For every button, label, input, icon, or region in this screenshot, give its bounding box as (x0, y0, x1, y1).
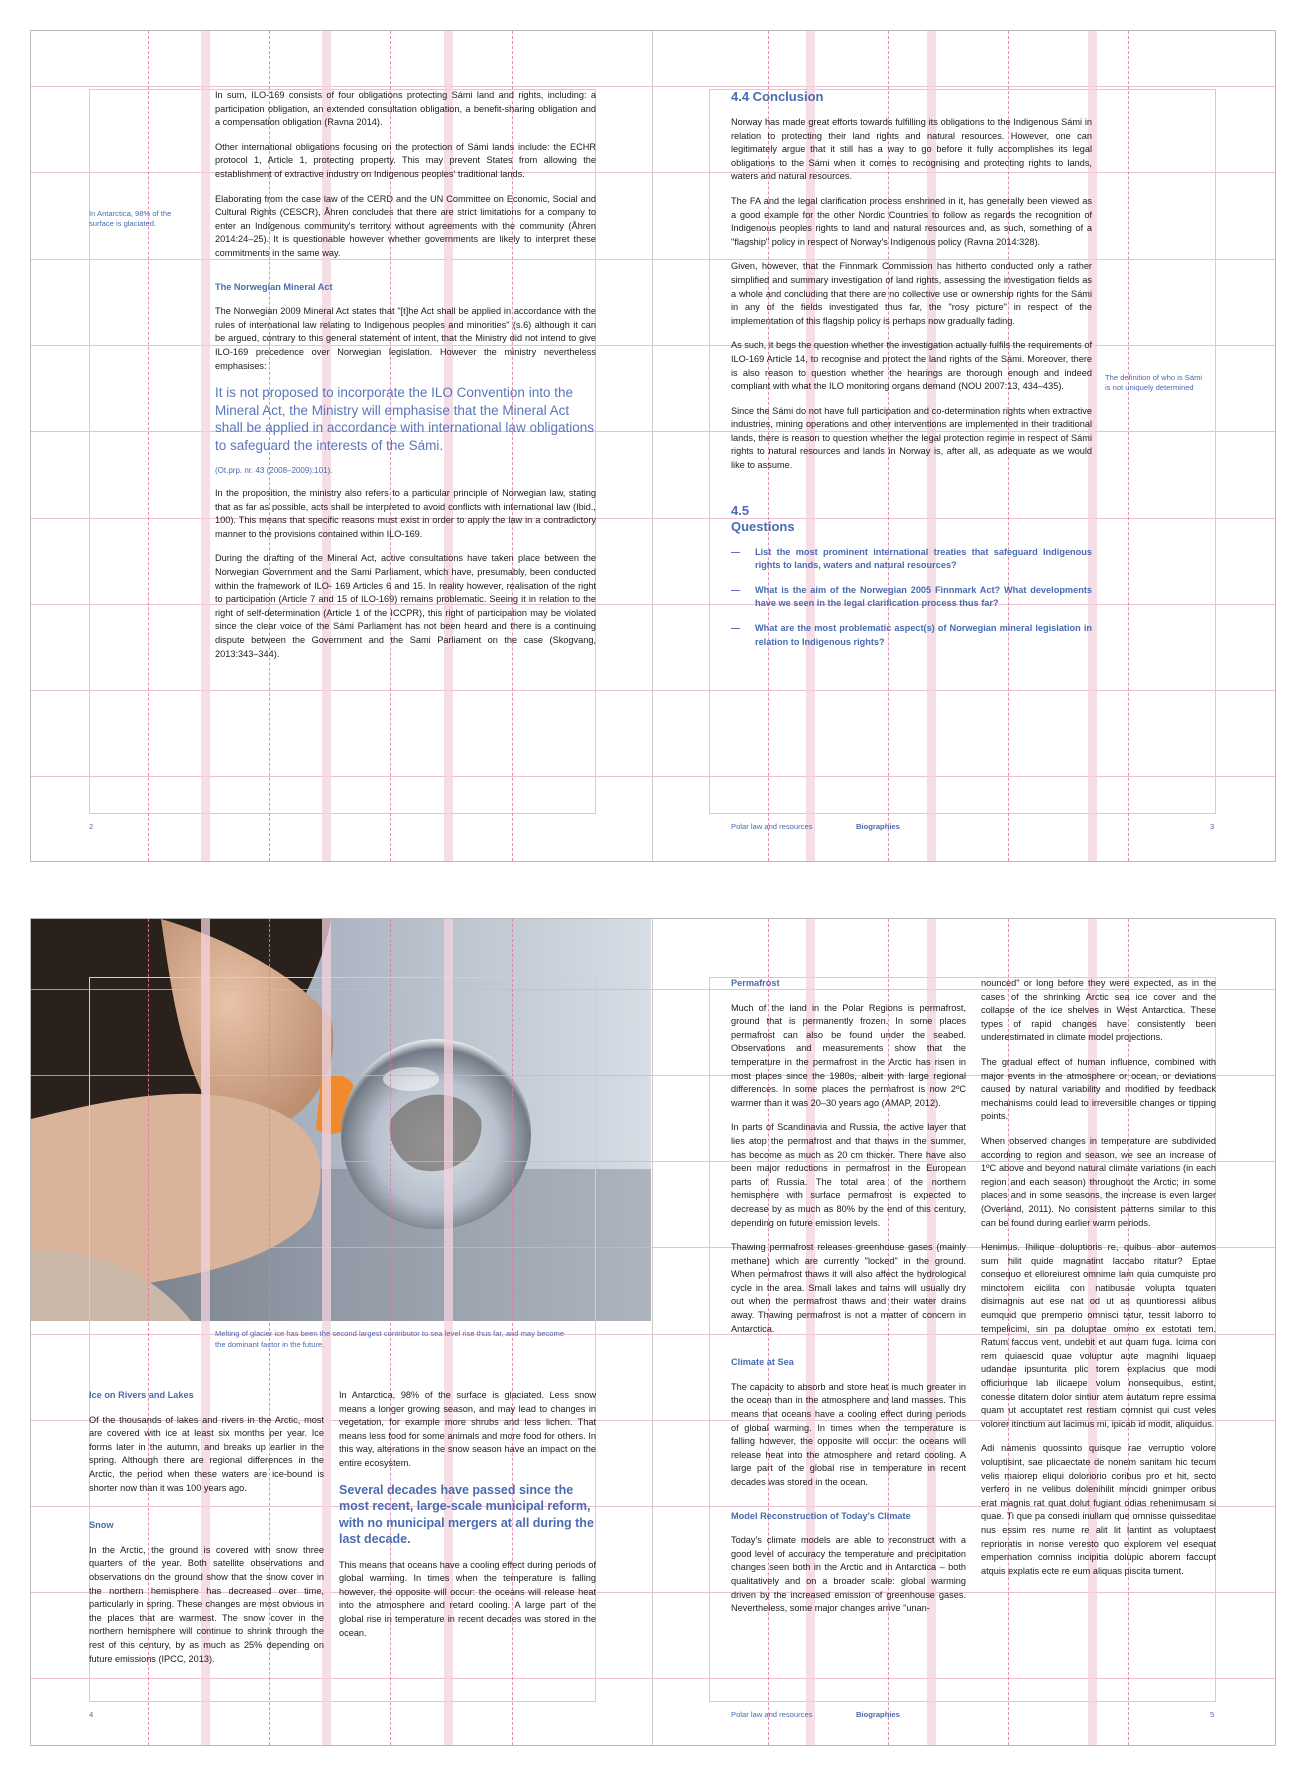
subheading: The Norwegian Mineral Act (215, 281, 333, 292)
question-text: List the most prominent international treaties that safeguard Indigenous rights to lands, waters and natural resources? (755, 546, 1092, 571)
section-heading: 4.4 Conclusion (731, 89, 824, 104)
question-item (731, 584, 1092, 611)
dash-icon: — (731, 623, 741, 634)
page-3-body (731, 89, 1092, 660)
paragraph: As such, it begs the question whether the investigation actually fulfils the requirements of ILO-169 Article 14, to recognise and protect the land rights of the Sámi. Moreover, there is also reason to question whether the hearings are thorough enough and indeed compliant with what the ILO monitoring organs demand (NOU 2007:13, 434–435). (731, 340, 1092, 392)
footer-section-label: Biographies (856, 822, 900, 831)
page-number: 2 (89, 822, 94, 831)
spread-pages-4-5 (30, 918, 1276, 1746)
paragraph: Norway has made great efforts towards fulfilling its obligations to the Indigenous Sámi in relation to protecting their land rights and natural resources. However, one can legitimately argue that it still has a way to go before it fully accomplishes its legal obligations to the Sámi when it comes to recognising and protecting rights to lands, waters and natural resources. (731, 117, 1092, 182)
block-quote: It is not proposed to incorporate the ILO Convention into the Mineral Act, the Ministry will emphasise that the Mineral Act shall be applied in accordance with international law obligations to safeguard the interests of the Sámi. (215, 385, 594, 453)
paragraph: Thawing permafrost releases greenhouse gases (mainly methane) which are currently "locked" in the ground. When permafrost thaws it will also affect the hydrological cycle in the area. Small lakes and tarns will usually dry out when the permafrost thaws and their water drains away. Thawing permafrost is not a matter of concern in Antarctica. (731, 1242, 966, 1334)
paragraph: Of the thousands of lakes and rivers in the Arctic, most are covered with ice at least six months per year. Ice forms later in the autumn, and breaks up earlier in the spring. Although there are regional differences in the Arctic, the period when these waters are ice-bound is shorter now than it was 100 years ago. (89, 1414, 324, 1493)
paragraph: The gradual effect of human influence, combined with major events in the atmosphere or ocean, or deviations caused by natural variability and modified by feedback mechanisms could lead to irreversible changes or tipping points. (981, 1056, 1216, 1122)
paragraph: In the Arctic, the ground is covered with snow three quarters of the year. Both satellite observations and observations on the ground show that the snow cover in the northern hemisphere has decreased over time, particularly in spring. These changes are most obvious in the places that are warmest. The snow cover in the northern hemisphere will continue to shrink through the rest of this century, by as much as 25% depending on future emissions (IPCC, 2013). (89, 1544, 324, 1664)
grid-guide (1128, 31, 1129, 861)
page-4-column-1 (89, 1389, 324, 1677)
page-number: 3 (1210, 822, 1215, 831)
paragraph: Today's climate models are able to reconstruct with a good level of accuracy the temperature and precipitation changes seen both in the Arctic and in Antarctica – both qualitatively and on a broader scale: global warming driven by the increased emission of greenhouse gases. Nevertheless, some major changes arrive "unan- (731, 1535, 966, 1614)
page-5-column-2 (981, 977, 1216, 1589)
sidenote: In Antarctica, 98% of the surface is glaciated. (89, 209, 172, 228)
running-footer-title: Polar law and resources (731, 1710, 813, 1719)
paragraph: The Norwegian 2009 Mineral Act states that "[t]he Act shall be applied in accordance with the rules of international law relating to Indigenous peoples and minorities" (s.6) although it can be argued, contrary to this general statement of intent, that the Ministry did not intend to give ILO-169 precedence over Norwegian legislation. However the ministry nevertheless emphasises: (215, 306, 596, 371)
question-text: What is the aim of the Norwegian 2005 Finnmark Act? What developments have we seen in the legal clarification process thus far? (755, 584, 1092, 609)
subheading: Ice on Rivers and Lakes (89, 1390, 194, 1400)
paragraph: In Antarctica, 98% of the surface is glaciated. Less snow means a longer growing season, and may lead to changes in vegetation, for example more shrubs and less lichen. That means less food for some animals and more food for others. In this way, alterations in the snow season have an impact on the entire ecosystem. (339, 1390, 596, 1468)
spine-fold (652, 31, 653, 861)
pull-quote: Several decades have passed since the most recent, large-scale municipal reform, with no municipal mergers at all during the last decade. (339, 1482, 594, 1547)
paragraph: Much of the land in the Polar Regions is permafrost, ground that is permanently frozen. In some places permafrost can also be found under the seabed. Observations and measurements show that the temperature in the permafrost in the Arctic has risen in most places since the 1980s, albeit with large regional differences. In some places the permafrost is now 2ºC warmer than it was 20–30 years ago (AMAP, 2012). (731, 1002, 966, 1108)
paragraph: Given, however, that the Finnmark Commission has hitherto conducted only a rather simplified and summary investigation of land rights, assessing the investigation fields as a whole and concluding that there are no collective use or ownership rights for the Sámi in any of the fields investigated thus far, the "rosy picture" in respect of the implementation of this flagship policy is perhaps now gradually fading. (731, 261, 1092, 326)
paragraph: Henimus. Ihilique doluptioris re, quibus abor autemos sum hilit quide magnatint laccabo ritatur? Eptae consequo et elloreiurest omnime lam quia cumquiste pro minctorem eicilita con natibusae volupta tquaten disimagnis aut ese nat od ut as quuntioressi alibus eumquid que premperio omnisci tatur, tessit laborro to tempelicimi, sin pa doluptae ommo ex estotati tem. Ratum faccus vent, undebit et aut quam fuga. Icima con rem quiaescid quae voluptur aute magnihi liquaep udandae ipsunturita plic torem explacius que modi officiumque lab ilicaepe volum nonsequibus, estint, conesse ditatem dolor sintiur atem autatum repre essima quam ut accuptatet rest restiam comnist qui cust veles volorer itinctium aut lacimus mi, ipicab id modit, aliquidus. (981, 1242, 1216, 1429)
running-footer-section (856, 822, 900, 832)
page-4-column-2 (339, 1389, 596, 1651)
question-item (731, 546, 1092, 573)
dash-icon: — (731, 584, 741, 595)
spread-pages-2-3 (30, 30, 1276, 862)
paragraph: In sum, ILO-169 consists of four obligations protecting Sámi land and rights, including: a participation obligation, an extended consultation obligation, a benefit-sharing obligation and a compensation obligation (Ravna 2014). (215, 90, 596, 128)
paragraph: nounced" or long before they were expected, as in the cases of the shrinking Arctic sea ice cover and the collapse of the ice shelves in West Antarctica. These types of rapid changes have consistently been underestimated in climate model projections. (981, 978, 1216, 1043)
sidenote: The definition of who is Sámi is not uniquely determined (1105, 373, 1203, 392)
page-number: 4 (89, 1710, 94, 1719)
paragraph: The FA and the legal clarification process enshrined in it, has generally been viewed as a good example for the other Nordic Countries to follow as regards the recognition of Indigenous peoples rights to land and natural resources and, as such, something of a "flagship" policy in respect of Norway's Indigenous policy (Ravna 2014:328). (731, 195, 1092, 247)
footer-section-label: Biographies (856, 1710, 900, 1719)
page-2-body (215, 89, 596, 672)
subheading: Permafrost (731, 978, 780, 988)
subheading: Snow (89, 1520, 114, 1531)
running-footer-section (856, 1710, 900, 1720)
quote-citation: (Ot.prp. nr. 43 (2008–2009):101). (215, 466, 333, 476)
paragraph: In the proposition, the ministry also refers to a particular principle of Norwegian law, stating that as far as possible, acts shall be interpreted to avoid conflicts with international law (Ibid., 100). This means that specific reasons must exist in order to apply the law in a contradictory manner to the provisions contained within ILO-169. (215, 488, 596, 539)
questions-title: Questions (731, 518, 795, 534)
paragraph: This means that oceans have a cooling effect during periods of global warming. In times when the temperature is falling however, the opposite will occur: the oceans will release heat into the atmosphere and retard cooling. A large part of the global rise in temperature in recent decades was stored in the ocean. (339, 1559, 596, 1638)
page-5-column-1 (731, 977, 966, 1627)
dash-icon: — (731, 546, 741, 557)
paragraph: During the drafting of the Mineral Act, active consultations have taken place between the Norwegian Government and the Sami Parliament, which have, presumably, been conducted within the framework of ILO- 169 Articles 6 and 15. In reality however, realisation of the right to participation (Article 7 and 15 of ILO-169) remains problematic. Seeing it in relation to the right of self-determination (Article 1 of the ICCPR), this right of participation may be violated since the clear voice of the Sámi Parliament has not been heard and there is a continuing dispute between the Government and the Sami Parliament on the case (Skogvang, 2013:343–344). (215, 553, 596, 659)
paragraph: Elaborating from the case law of the CERD and the UN Committee on Economic, Social and Cultural Rights (CESCR), Åhren concludes that there are strict limitations for a company to enter an Indigenous community's territory without agreements with the community (Åhren 2014:24–25). It is questionable however whether governments are likely to interpret these commitments in the same way. (215, 193, 596, 258)
questions-list (731, 546, 1092, 650)
question-text: What are the most problematic aspect(s) of Norwegian mineral legislation in relation to Indigenous rights? (755, 623, 1092, 647)
questions-number: 4.5 (731, 502, 750, 518)
page-number: 5 (1210, 1710, 1215, 1719)
photo-caption: Melting of glacier ice has been the second largest contributor to sea level rise thus far, and may become the dominant factor in the future. (215, 1329, 565, 1349)
paragraph: Since the Sámi do not have full participation and co-determination rights when extractive industries, mining operations and other interventions are implemented in their traditional lands, there is reason to question whether the legal protection regime in respect of Sámi rights to natural resources and lands in Norway is, after all, as adequate as we would like to assume. (731, 405, 1092, 471)
question-item (731, 622, 1092, 649)
grid-guide (148, 31, 149, 861)
running-footer-title: Polar law and resources (731, 822, 813, 831)
subheading: Climate at Sea (731, 1357, 794, 1368)
subheading: Model Reconstruction of Today's Climate (731, 1510, 911, 1521)
paragraph: Other international obligations focusing on the protection of Sámi lands include: the ECHR protocol 1, Article 1, protecting property. This may prevent States from allowing the establishment of extractive industry on Indigenous peoples' traditional lands. (215, 141, 596, 179)
paragraph: When observed changes in temperature are subdivided according to region and season, we see an increase of 1ºC above and beyond natural climate variations (in each region and each season) throughout the Arctic; in some places and in some seasons, the increase is even larger (Overland, 2011). No consistent patterns similar to this can be found during earlier warm periods. (981, 1135, 1216, 1228)
spine-fold (652, 919, 653, 1745)
column-gutter (201, 31, 210, 861)
paragraph: The capacity to absorb and store heat is much greater in the ocean than in the atmosphere and land masses. This means that oceans have a cooling effect during periods of global warming. In times when the temperature is falling however, the opposite will occur: the oceans will release heat into the atmosphere and retard cooling. A large part of the global rise in temperature in recent decades was stored in the ocean. (731, 1381, 966, 1487)
paragraph: Adi namenis quossinto quisque rae verruptio volore voluptisint, sae plicaectate de nonem sanitam hic tecum velis maiorep eliqui doloriorio coribus pro et hit, secto verfero in ne velibus dolenihilit mincidi gnimper oribus erat magnis rat quat dolut fugiant odias rehenimusam si quae. Ti que pa consedi inullam que omnisse quisseditae nus essim res nume re alit lit lantint as voluptaest reprioratis in nonse veresto quo explorem vel esequat empernation comniss incipitia dolupic aborem faccupt atquis explatis ecte re eum aliquas piscita tument. (981, 1443, 1216, 1576)
paragraph: In parts of Scandinavia and Russia, the active layer that lies atop the permafrost and that thaws in the summer, has become as much as 20 cm thicker. There have also been major reductions in permafrost in the European parts of Russia. The total area of the northern hemisphere with surface permafrost is expected to decrease by as much as 80% by the end of this century, depending on future emission levels. (731, 1122, 966, 1228)
